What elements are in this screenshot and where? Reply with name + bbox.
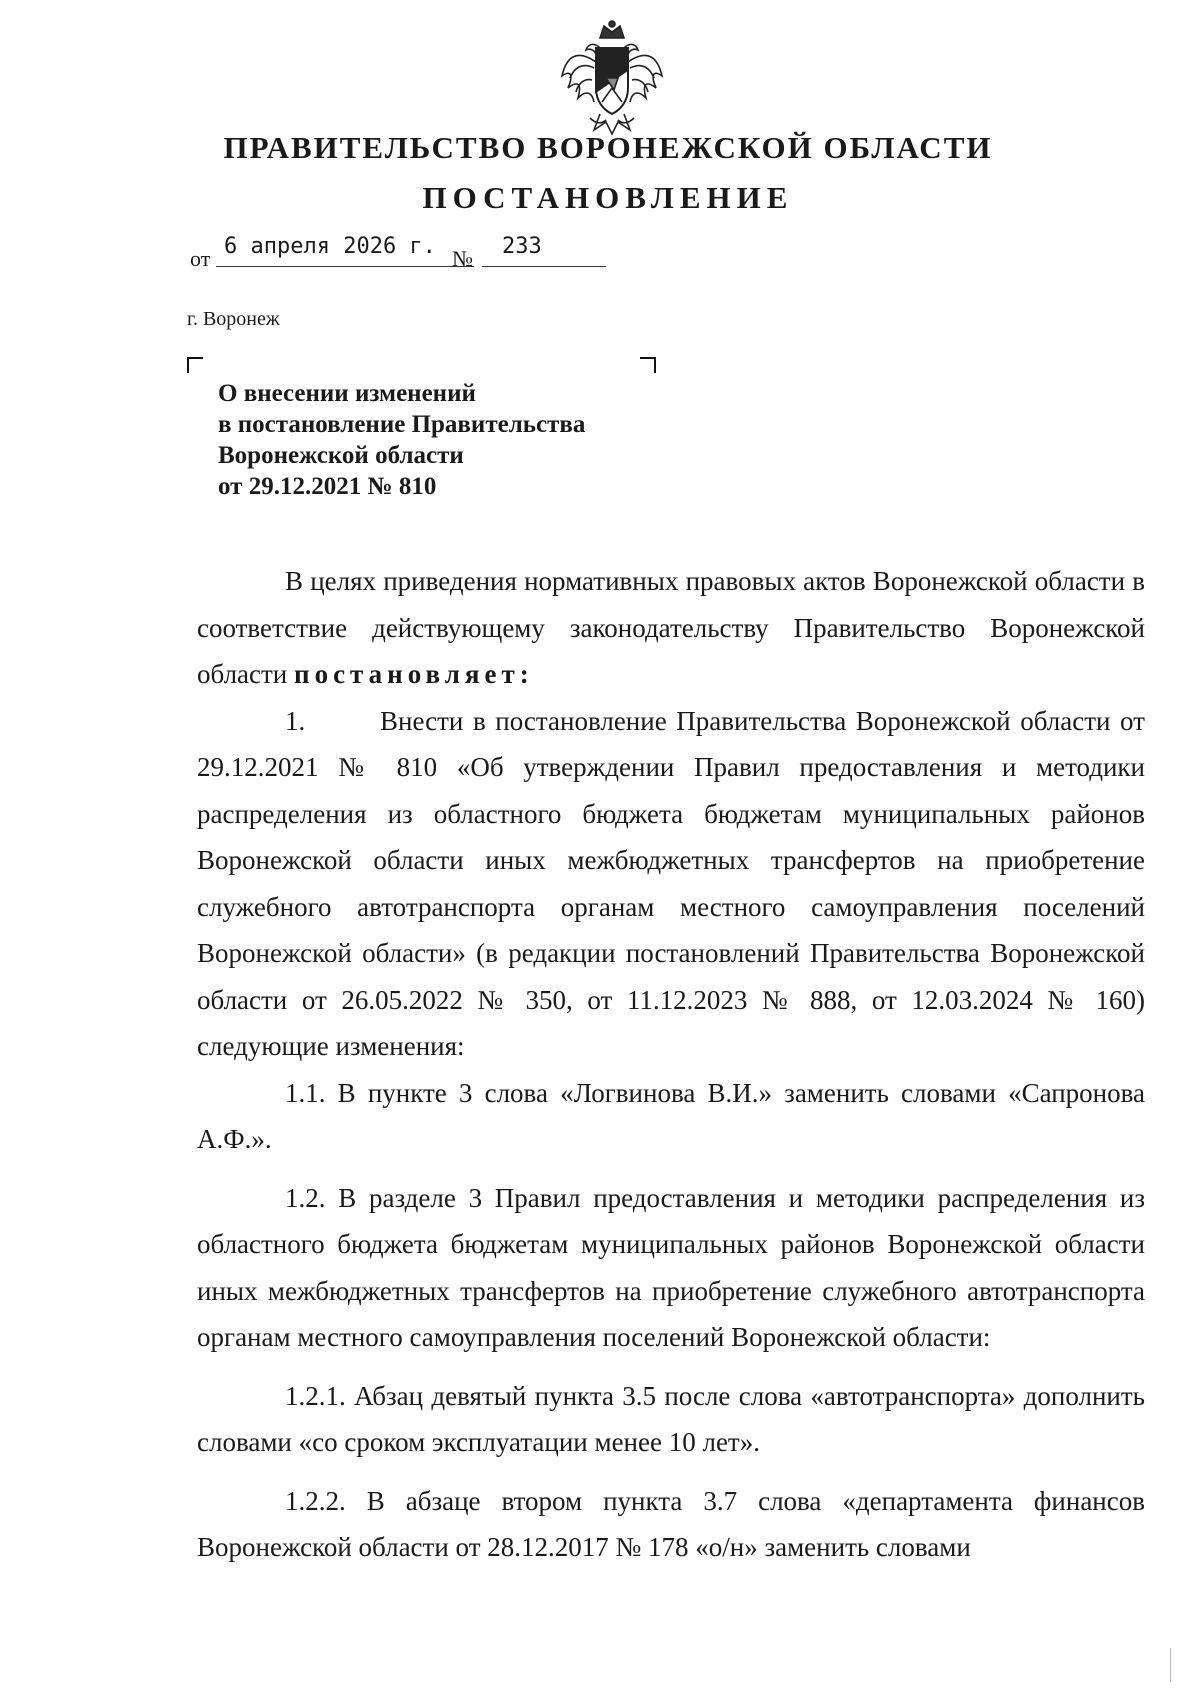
item-1-text: Внести в постановление Правительства Воронежской области от 29.12.2021 № 810 «Об утверждении Правил предоставления и методики распределения из областного бюджета бюджетам муниципальных районов Воронежской области иных межбюджетных трансфертов на приобретение служебного автотранспорта органам местного самоуправления поселений Воронежской области» (в редакции постановлений Правительства Воронежской области от 26.05.2022 № 350, от 11.12.2023 № 888, от 12.03.2024 № 160) следующие изменения: — [197, 705, 1145, 1061]
number-label: № — [452, 246, 473, 271]
document-body — [197, 558, 1145, 1571]
subject-line: от 29.12.2021 № 810 — [218, 473, 437, 500]
item-1-number: 1. — [285, 705, 306, 736]
subject-bracket-left — [187, 357, 203, 373]
document-number: 233 — [502, 234, 542, 259]
intro-text: В целях приведения нормативных правовых актов Воронежской области в соответствие действующему законодательству Правительство Воронежской области — [197, 566, 1145, 689]
item-1-2-1-paragraph: 1.2.1. Абзац девятый пункта 3.5 после слова «автотранспорта» дополнить словами «со сроком эксплуатации менее 10 лет». — [197, 1380, 1145, 1457]
subject-bracket-right — [640, 357, 656, 373]
item-1-2-paragraph: 1.2. В разделе 3 Правил предоставления и методики распределения из областного бюджета бюджетам муниципальных районов Воронежской области иных межбюджетных трансфертов на приобретение служебного автотранспорта органам местного самоуправления поселений Воронежской области: — [197, 1182, 1145, 1352]
item-1-paragraph — [197, 698, 1145, 1070]
city-label: г. Воронеж — [187, 308, 280, 330]
date-underline — [216, 266, 474, 267]
subject-block — [218, 378, 585, 502]
number-underline — [482, 266, 606, 267]
item-1-2-2-paragraph: 1.2.2. В абзаце втором пункта 3.7 слова «департамента финансов Воронежской области от 28.12.2017 № 178 «о/н» заменить словами — [197, 1485, 1145, 1562]
resolves-word: постановляет: — [294, 659, 534, 689]
item-1-1-paragraph: 1.1. В пункте 3 слова «Логвинова В.И.» заменить словами «Сапронова А.Ф.». — [197, 1077, 1145, 1154]
subject-line: в постановление Правительства — [218, 411, 586, 438]
document-date: 6 апреля 2026 г. — [224, 234, 436, 259]
scan-edge-mark — [1170, 1648, 1171, 1682]
coat-of-arms-icon — [556, 18, 668, 136]
subject-line: Воронежской области — [218, 442, 464, 469]
date-from-label: от — [190, 246, 211, 271]
intro-paragraph — [197, 558, 1145, 698]
subject-line: О внесении изменений — [218, 380, 476, 407]
document-type-title: ПОСТАНОВЛЕНИЕ — [422, 180, 794, 215]
organization-title: ПРАВИТЕЛЬСТВО ВОРОНЕЖСКОЙ ОБЛАСТИ — [223, 130, 993, 165]
